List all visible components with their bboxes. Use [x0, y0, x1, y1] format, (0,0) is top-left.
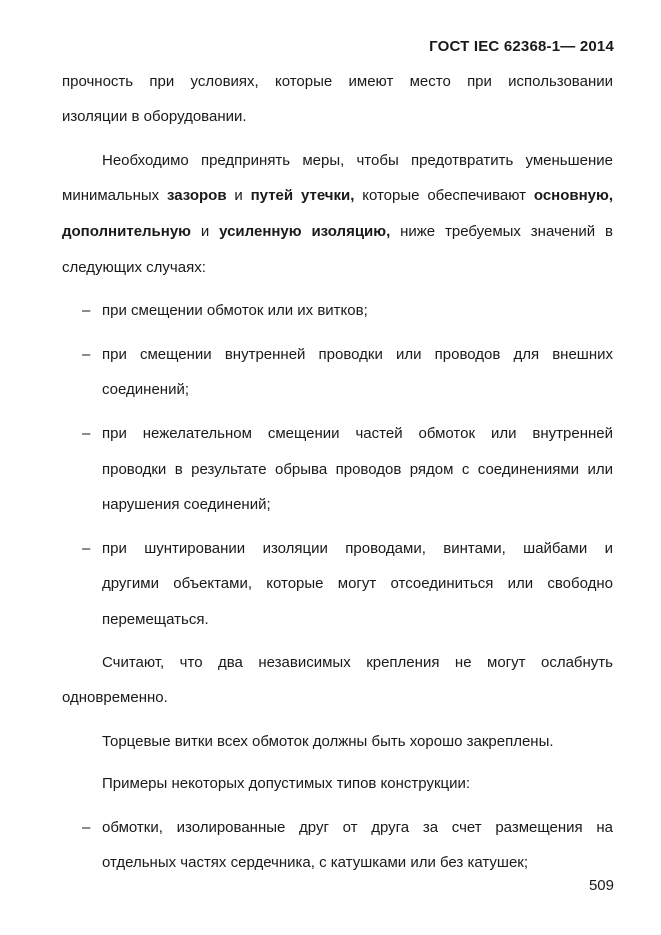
text-line: Торцевые витки всех обмоток должны быть хорошо закреплены.: [102, 733, 554, 750]
text-run: и: [191, 223, 220, 240]
text-line: следующих случаях:: [62, 259, 206, 276]
list-item: при смещении внутренней проводки или проводов для внешних: [102, 346, 613, 363]
text-line: прочность при условиях, которые имеют место при использовании: [62, 73, 613, 90]
text-run: ниже требуемых значений в: [390, 223, 613, 240]
list-item-cont: нарушения соединений;: [102, 496, 271, 513]
list-item: при нежелательном смещении частей обмоток или внутренней: [102, 425, 613, 442]
text-line: Примеры некоторых допустимых типов конструкции:: [102, 775, 471, 792]
list-item-cont: перемещаться.: [102, 611, 209, 628]
list-item: при шунтировании изоляции проводами, винтами, шайбами и: [102, 540, 613, 557]
list-dash: –: [82, 819, 91, 836]
list-item-cont: соединений;: [102, 381, 189, 398]
term-creepage: путей утечки,: [250, 187, 355, 204]
list-dash: –: [82, 346, 91, 363]
list-dash: –: [82, 540, 91, 557]
list-item: обмотки, изолированные друг от друга за счет размещения на: [102, 819, 613, 836]
term-reinforced: усиленную изоляцию,: [219, 223, 391, 240]
term-basic-insulation: основную,: [533, 187, 614, 204]
page-number: 509: [588, 877, 614, 894]
list-item-cont: другими объектами, которые могут отсоединиться или свободно: [102, 575, 613, 592]
list-item: при смещении обмоток или их витков;: [102, 302, 368, 319]
list-item-cont: проводки в результате обрыва проводов рядом с соединениями или: [102, 461, 613, 478]
document-header: ГОСТ IEC 62368-1— 2014: [429, 38, 614, 55]
text-line: Необходимо предпринять меры, чтобы предотвратить уменьшение: [102, 152, 613, 169]
term-supplementary: дополнительную: [62, 223, 191, 240]
text-line: [62, 222, 613, 242]
text-run: и: [226, 187, 251, 204]
list-item-cont: отдельных частях сердечника, с катушками или без катушек;: [102, 854, 529, 871]
text-run: минимальных: [62, 187, 167, 204]
term-clearances: зазоров: [166, 187, 227, 204]
text-line: одновременно.: [62, 689, 168, 706]
text-line: изоляции в оборудовании.: [62, 108, 247, 125]
text-line: Считают, что два независимых крепления не могут ослабнуть: [102, 654, 613, 671]
list-dash: –: [82, 302, 91, 319]
list-dash: –: [82, 425, 91, 442]
text-line: [62, 186, 613, 206]
text-run: которые обеспечивают: [354, 187, 534, 204]
